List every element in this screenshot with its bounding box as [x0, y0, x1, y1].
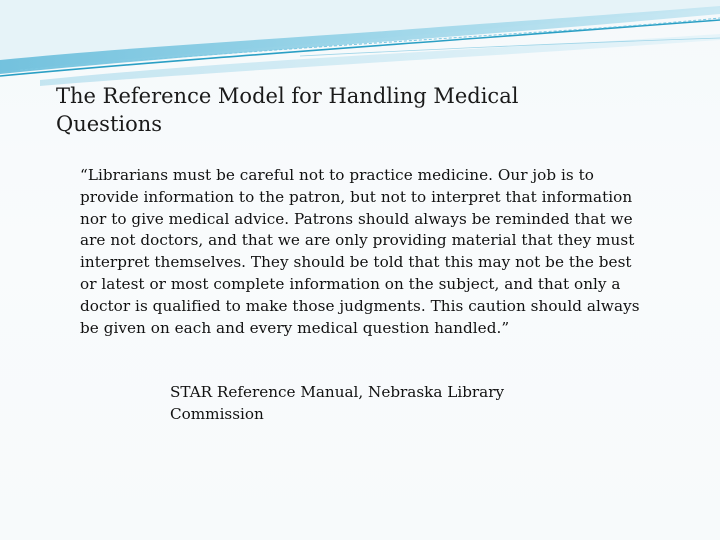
quote-text: “Librarians must be careful not to practice medicine. Our job is to provide information to the patron, but not to interpret that information nor to give medical advice. Patrons should always be reminded that we are not doctors, and that we are only providing material that they must interpret themselves. They should be told that this may not be the best or latest or most complete information on the subject, and that only a doctor is qualified to make those judgments. This caution should always be given on each and every medical question handled.” — [80, 166, 640, 337]
quote-source: STAR Reference Manual, Nebraska Library Commission — [170, 383, 505, 423]
slide-title: The Reference Model for Handling Medical Questions — [56, 84, 519, 136]
